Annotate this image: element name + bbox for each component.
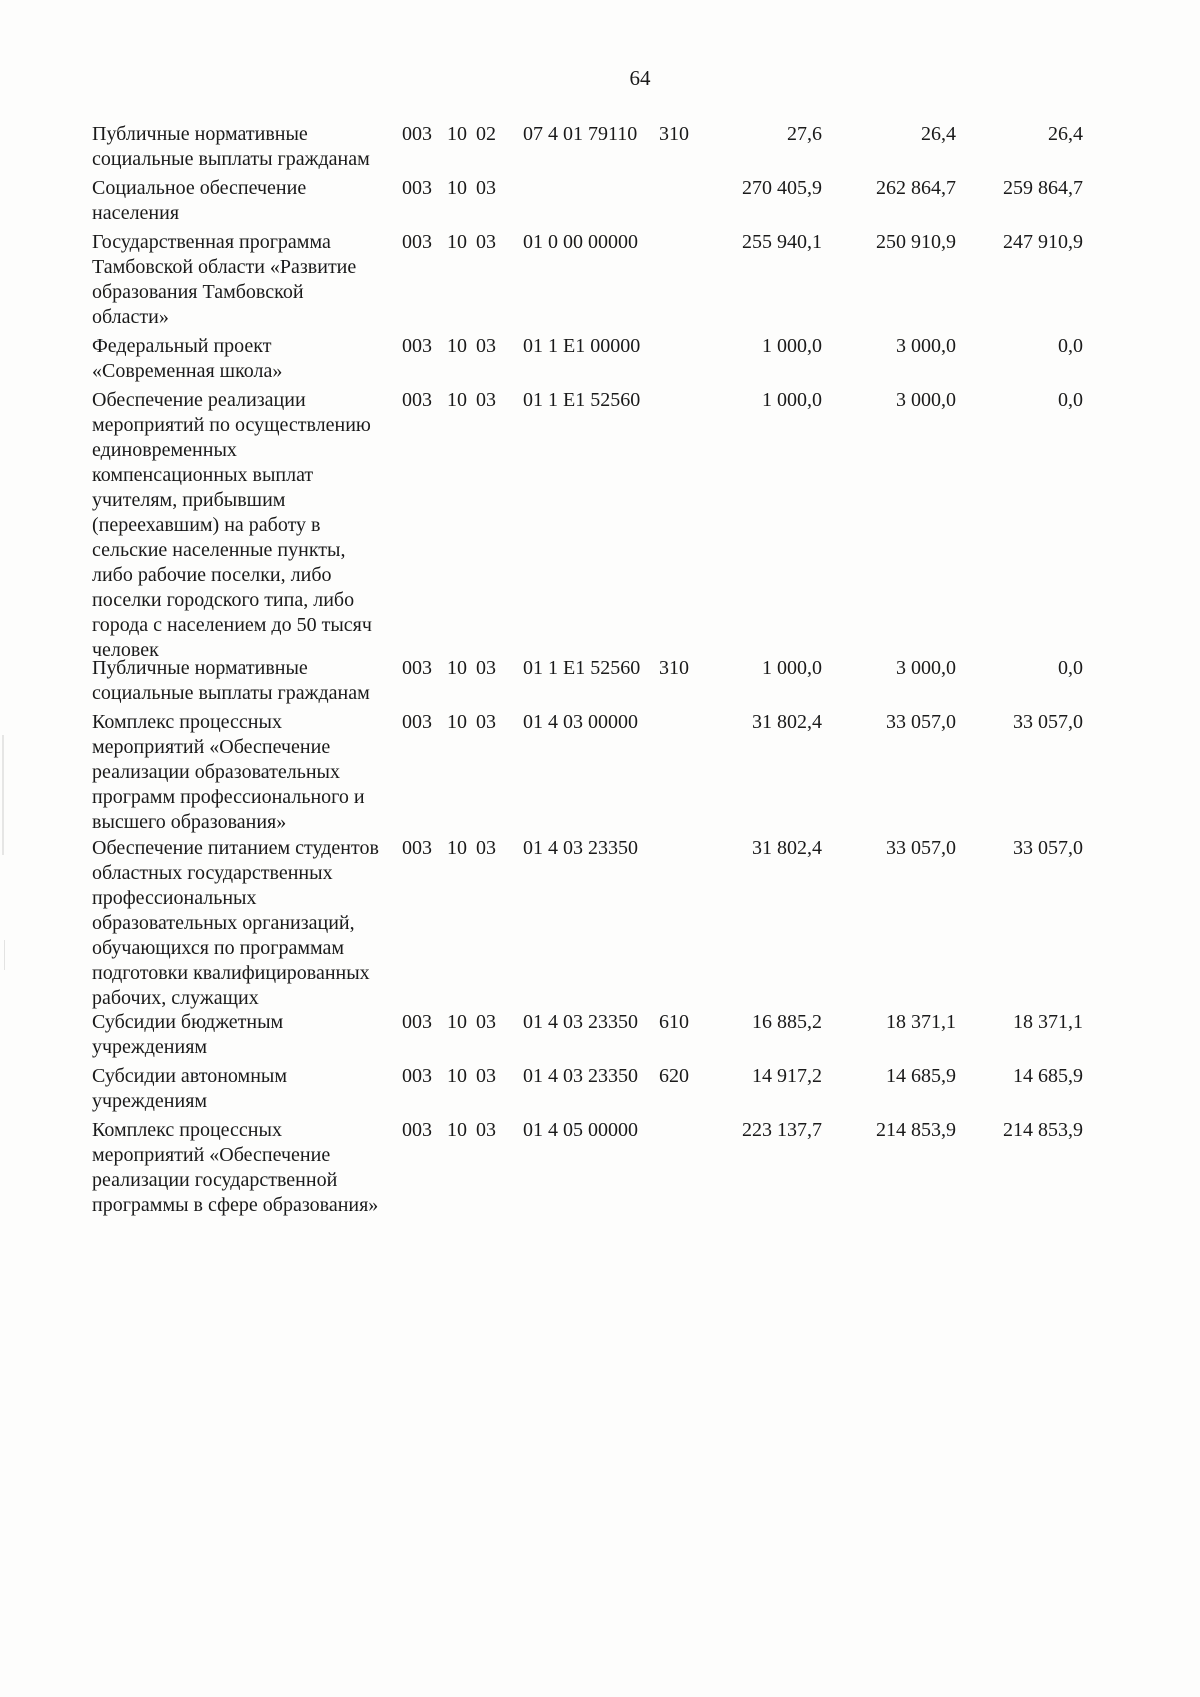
cell-pr: 03 xyxy=(476,1065,496,1087)
cell-sum-2: 33 057,0 xyxy=(886,711,956,733)
cell-sum-2: 26,4 xyxy=(921,123,956,145)
scan-artifact xyxy=(2,735,4,855)
cell-sum-3: 26,4 xyxy=(1048,123,1083,145)
cell-ved: 003 xyxy=(402,177,432,199)
cell-sum-2: 250 910,9 xyxy=(876,231,956,253)
cell-rz: 10 xyxy=(447,1011,467,1033)
cell-sum-1: 1 000,0 xyxy=(762,389,822,411)
cell-ved: 003 xyxy=(402,231,432,253)
cell-sum-2: 3 000,0 xyxy=(896,657,956,679)
row-name: Публичные нормативные социальные выплаты гражданам xyxy=(92,657,370,704)
row-name: Федеральный проект «Современная школа» xyxy=(92,335,283,382)
cell-sum-3: 259 864,7 xyxy=(1003,177,1083,199)
row-name: Комплекс процессных мероприятий «Обеспечение реализации государственной программы в сфере образования» xyxy=(92,1119,379,1216)
cell-rz: 10 xyxy=(447,711,467,733)
cell-csr: 01 0 00 00000 xyxy=(523,231,638,253)
cell-sum-2: 262 864,7 xyxy=(876,177,956,199)
cell-sum-2: 18 371,1 xyxy=(886,1011,956,1033)
cell-csr: 01 4 03 23350 xyxy=(523,837,638,859)
cell-ved: 003 xyxy=(402,1119,432,1141)
cell-sum-3: 214 853,9 xyxy=(1003,1119,1083,1141)
cell-csr: 07 4 01 79110 xyxy=(523,123,638,145)
row-name: Обеспечение питанием студентов областных государственных профессиональных образовательных организаций, обучающихся по программам подготовки квалифицированных рабочих, служащих xyxy=(92,837,379,1009)
cell-rz: 10 xyxy=(447,1119,467,1141)
cell-sum-2: 3 000,0 xyxy=(896,389,956,411)
cell-rz: 10 xyxy=(447,177,467,199)
cell-pr: 03 xyxy=(476,389,496,411)
cell-vr: 310 xyxy=(659,657,689,679)
cell-rz: 10 xyxy=(447,389,467,411)
cell-rz: 10 xyxy=(447,231,467,253)
cell-sum-3: 14 685,9 xyxy=(1013,1065,1083,1087)
cell-pr: 02 xyxy=(476,123,496,145)
row-name: Публичные нормативные социальные выплаты гражданам xyxy=(92,123,370,170)
cell-rz: 10 xyxy=(447,1065,467,1087)
cell-sum-2: 14 685,9 xyxy=(886,1065,956,1087)
cell-ved: 003 xyxy=(402,1011,432,1033)
row-name: Социальное обеспечение населения xyxy=(92,177,307,224)
cell-rz: 10 xyxy=(447,123,467,145)
cell-ved: 003 xyxy=(402,335,432,357)
cell-sum-1: 31 802,4 xyxy=(752,837,822,859)
cell-pr: 03 xyxy=(476,231,496,253)
cell-sum-1: 255 940,1 xyxy=(742,231,822,253)
cell-vr: 310 xyxy=(659,123,689,145)
cell-sum-1: 27,6 xyxy=(787,123,822,145)
row-name: Комплекс процессных мероприятий «Обеспечение реализации образовательных программ профессионального и высшего образования» xyxy=(92,711,365,833)
scan-artifact xyxy=(4,940,5,970)
cell-csr: 01 4 05 00000 xyxy=(523,1119,638,1141)
cell-pr: 03 xyxy=(476,657,496,679)
cell-csr: 01 1 E1 00000 xyxy=(523,335,641,357)
row-name: Субсидии бюджетным учреждениям xyxy=(92,1011,284,1058)
cell-sum-3: 247 910,9 xyxy=(1003,231,1083,253)
cell-sum-3: 0,0 xyxy=(1058,389,1083,411)
row-name: Обеспечение реализации мероприятий по осуществлению единовременных компенсационных выплат учителям, прибывшим (переехавшим) на работу в сельские населенные пункты, либо рабочие поселки, либо поселки городского типа, либо города с населением до 50 тысяч человек xyxy=(92,389,372,661)
cell-sum-1: 1 000,0 xyxy=(762,657,822,679)
cell-pr: 03 xyxy=(476,1119,496,1141)
row-name: Государственная программа Тамбовской области «Развитие образования Тамбовской области» xyxy=(92,231,357,328)
cell-sum-3: 18 371,1 xyxy=(1013,1011,1083,1033)
cell-sum-1: 223 137,7 xyxy=(742,1119,822,1141)
cell-csr: 01 4 03 23350 xyxy=(523,1011,638,1033)
cell-ved: 003 xyxy=(402,837,432,859)
cell-csr: 01 4 03 23350 xyxy=(523,1065,638,1087)
cell-rz: 10 xyxy=(447,837,467,859)
cell-pr: 03 xyxy=(476,837,496,859)
row-name: Субсидии автономным учреждениям xyxy=(92,1065,287,1112)
cell-sum-2: 214 853,9 xyxy=(876,1119,956,1141)
cell-csr: 01 1 E1 52560 xyxy=(523,657,641,679)
cell-sum-2: 33 057,0 xyxy=(886,837,956,859)
cell-sum-1: 16 885,2 xyxy=(752,1011,822,1033)
cell-pr: 03 xyxy=(476,335,496,357)
cell-sum-1: 14 917,2 xyxy=(752,1065,822,1087)
cell-sum-3: 33 057,0 xyxy=(1013,837,1083,859)
cell-sum-1: 1 000,0 xyxy=(762,335,822,357)
cell-sum-1: 31 802,4 xyxy=(752,711,822,733)
cell-csr: 01 1 E1 52560 xyxy=(523,389,641,411)
cell-sum-3: 33 057,0 xyxy=(1013,711,1083,733)
cell-ved: 003 xyxy=(402,711,432,733)
cell-sum-3: 0,0 xyxy=(1058,335,1083,357)
cell-ved: 003 xyxy=(402,123,432,145)
cell-csr: 01 4 03 00000 xyxy=(523,711,638,733)
cell-ved: 003 xyxy=(402,389,432,411)
cell-sum-2: 3 000,0 xyxy=(896,335,956,357)
cell-sum-1: 270 405,9 xyxy=(742,177,822,199)
cell-rz: 10 xyxy=(447,335,467,357)
cell-ved: 003 xyxy=(402,1065,432,1087)
cell-sum-3: 0,0 xyxy=(1058,657,1083,679)
page-number: 64 xyxy=(629,66,651,90)
cell-pr: 03 xyxy=(476,711,496,733)
cell-ved: 003 xyxy=(402,657,432,679)
cell-vr: 610 xyxy=(659,1011,689,1033)
cell-pr: 03 xyxy=(476,177,496,199)
cell-pr: 03 xyxy=(476,1011,496,1033)
cell-vr: 620 xyxy=(659,1065,689,1087)
cell-rz: 10 xyxy=(447,657,467,679)
